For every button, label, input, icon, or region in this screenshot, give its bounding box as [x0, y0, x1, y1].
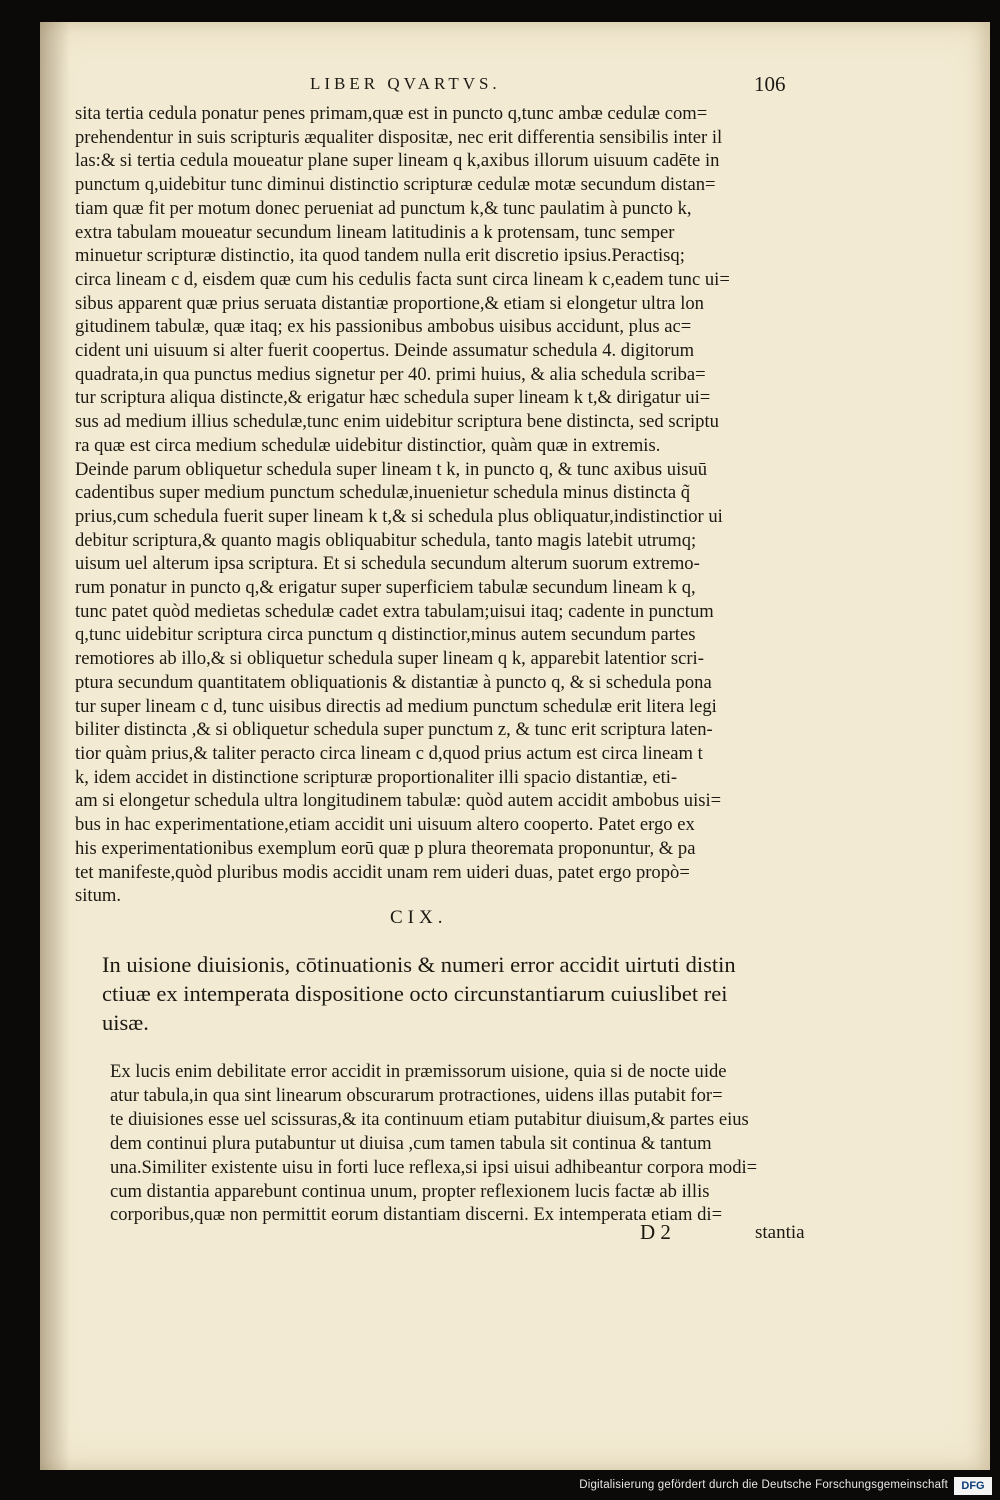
- text-line: uisum uel alterum ipsa scriptura. Et si schedula secundum alterum suorum extremo-: [75, 553, 700, 575]
- text-line: dem continui plura putabuntur ut diuisa ,cum tamen tabula sit continua & tantum: [110, 1132, 712, 1154]
- proposition-line: ctiuæ ex intemperata dispositione octo circunstantiarum cuiuslibet rei: [102, 981, 728, 1006]
- text-line: ra quæ est circa medium schedulæ uidebitur distinctior, quàm quæ in extremis.: [75, 434, 661, 456]
- text-line: k, idem accidet in distinctione scripturæ proportionaliter illi spacio distantiæ, eti-: [75, 766, 678, 788]
- digitization-footer: [0, 1476, 1000, 1500]
- text-line: prius,cum schedula fuerit super lineam k t,& si schedula plus obliquatur,indistinctior ui: [75, 505, 723, 527]
- text-line: te diuisiones esse uel scissuras,& ita continuum etiam putabitur diuisum,& partes eius: [110, 1108, 749, 1130]
- text-line: his experimentationibus exemplum eorū quæ p plura theoremata proponuntur, & pa: [75, 837, 696, 859]
- text-line: Ex lucis enim debilitate error accidit in præmissorum uisione, quia si de nocte uide: [110, 1061, 727, 1082]
- text-line: punctum q,uidebitur tunc diminui distinctio scripturæ cedulæ motæ secundum distan=: [75, 174, 716, 196]
- funding-note: Digitalisierung gefördert durch die Deutsche Forschungsgemeinschaft: [579, 1479, 948, 1491]
- text-line: circa lineam c d, eisdem quæ cum his cedulis facta sunt circa lineam k c,eadem tunc ui=: [75, 268, 730, 290]
- text-line: tior quàm prius,& taliter peracto circa lineam c d,quod prius actum est circa lineam t: [75, 742, 703, 764]
- text-line: extra tabulam moueatur secundum lineam latitudinis a k protensam, tunc semper: [75, 221, 675, 243]
- dfg-logo: DFG: [954, 1477, 992, 1495]
- text-line: tet manifeste,quòd pluribus modis accidit unam rem uideri duas, patet ergo propò=: [75, 861, 690, 883]
- section-number: CIX.: [390, 907, 448, 928]
- text-line: cident uni uisuum si alter fuerit coopertus. Deinde assumatur schedula 4. digitorum: [75, 340, 695, 362]
- text-line: tunc patet quòd medietas schedulæ cadet extra tabulam;uisui itaq; cadente in punctum: [75, 600, 714, 622]
- text-line: tur scriptura aliqua distincte,& erigatur hæc schedula super lineam k t,& dirigatur ui=: [75, 387, 711, 409]
- catchword: stantia: [755, 1222, 805, 1243]
- text-line: ptura secundum quantitatem obliquationis & distantiæ à puncto q, & si schedula pona: [75, 671, 712, 693]
- text-line: rum ponatur in puncto q,& erigatur super superficiem tabulæ secundum lineam k q,: [75, 577, 696, 599]
- text-line: Deinde parum obliquetur schedula super lineam t k, in puncto q, & tunc axibus uisuū: [75, 458, 708, 480]
- text-line: minuetur scripturæ distinctio, ita quod tandem nulla erit discretio ipsius.Peractisq;: [75, 245, 685, 267]
- page-gutter-shadow: [40, 22, 70, 1470]
- text-line: corporibus,quæ non permittit eorum distantiam discerni. Ex intemperata etiam di=: [110, 1204, 723, 1226]
- running-head: LIBER QVARTVS.: [310, 74, 501, 93]
- text-line: sita tertia cedula ponatur penes primam,quæ est in puncto q,tunc ambæ cedulæ com=: [75, 103, 708, 124]
- text-line: biliter distincta ,& si obliquetur schedula super punctum z, & tunc erit scriptura laten-: [75, 719, 713, 741]
- text-line: cum distantia apparebunt continua unum, propter reflexionem lucis factæ ab illis: [110, 1180, 710, 1202]
- text-line: una.Similiter existente uisu in forti luce reflexa,si ipsi uisui adhibeantur corpora modi=: [110, 1156, 758, 1178]
- text-line: tur super lineam c d, tunc uisibus directis ad medium punctum schedulæ erit litera legi: [75, 695, 717, 717]
- text-line: bus in hac experimentatione,etiam accidit uni uisuum altero cooperto. Patet ergo ex: [75, 814, 695, 836]
- page-header: [40, 74, 990, 104]
- text-line: sus ad medium illius schedulæ,tunc enim uidebitur scriptura bene distincta, sed scriptu: [75, 411, 719, 433]
- text-line: q,tunc uidebitur scriptura circa punctum q distinctior,minus autem secundum partes: [75, 624, 696, 646]
- text-line: tiam quæ fit per motum donec perueniat ad punctum k,& tunc paulatim à puncto k,: [75, 197, 692, 219]
- text-line: las:& si tertia cedula moueatur plane super lineam q k,axibus illorum uisuum cadēte in: [75, 150, 720, 172]
- text-line: remotiores ab illo,& si obliquetur schedula super lineam q k, apparebit latentior scri-: [75, 648, 704, 670]
- proposition-statement: [102, 950, 822, 1037]
- proposition-line: In uisione diuisionis, cōtinuationis & numeri error accidit uirtuti distin: [102, 952, 736, 977]
- proposition-line: uisæ.: [102, 1010, 149, 1035]
- text-line: am si elongetur schedula ultra longitudinem tabulæ: quòd autem accidit ambobus uisi=: [75, 790, 722, 812]
- proof-paragraph: [110, 1060, 815, 1227]
- text-line: debitur scriptura,& quanto magis obliquabitur schedula, tanto magis latebit utrumq;: [75, 529, 697, 551]
- text-line: sibus apparent quæ prius seruata distantiæ proportione,& etiam si elongetur ultra lon: [75, 292, 704, 314]
- page-number: 106: [754, 72, 786, 96]
- text-line: quadrata,in qua punctus medius signetur per 40. primi huius, & alia schedula scriba=: [75, 363, 706, 385]
- book-page: [40, 22, 990, 1470]
- text-line: atur tabula,in qua sint linearum obscurarum protractiones, uidens illas putabit for=: [110, 1084, 723, 1106]
- text-line: cadentibus super medium punctum schedulæ,inuenietur schedula minus distincta q̃: [75, 482, 691, 504]
- text-line: prehendentur in suis scripturis æqualiter dispositæ, nec erit differentia sensibilis inter il: [75, 126, 723, 148]
- body-paragraph: [75, 102, 810, 908]
- text-line: situm.: [75, 885, 121, 907]
- signature-mark: D 2: [640, 1220, 671, 1244]
- text-line: gitudinem tabulæ, quæ itaq; ex his passionibus ambobus uisibus accidunt, plus ac=: [75, 316, 692, 338]
